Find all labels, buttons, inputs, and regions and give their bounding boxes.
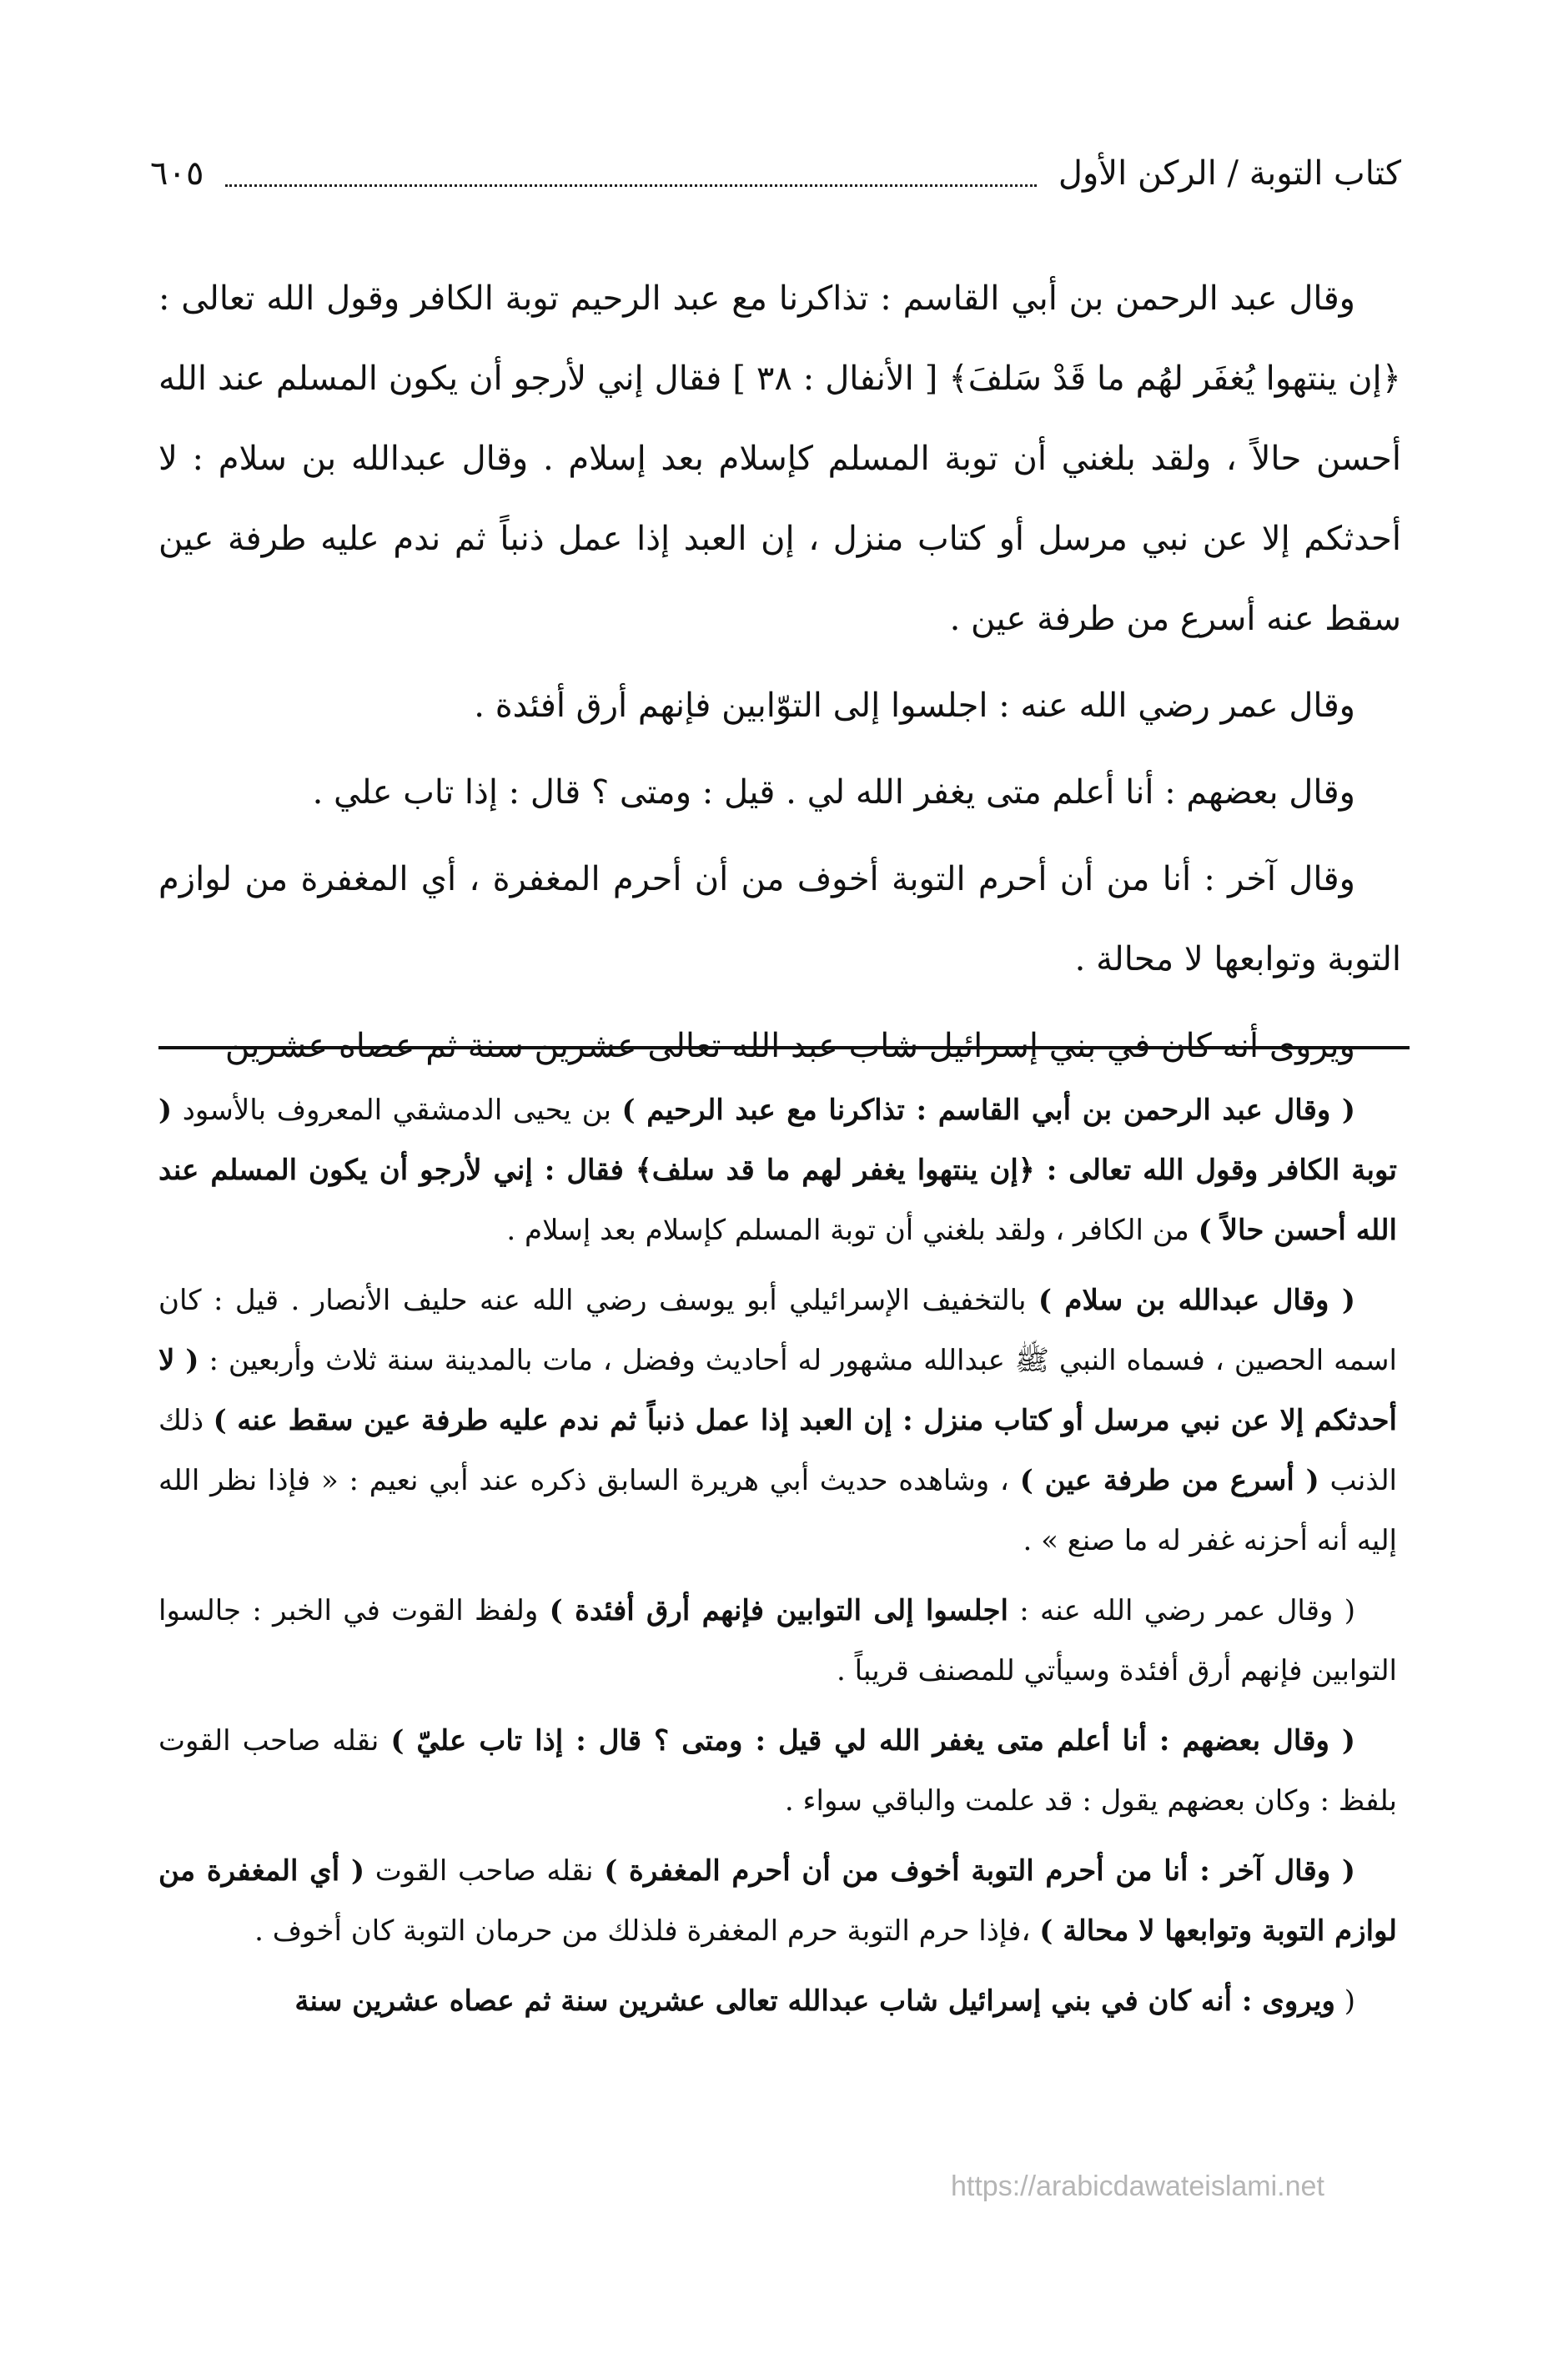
- running-title: كتاب التوبة / الركن الأول: [1058, 154, 1401, 193]
- quoted-text: ( وقال عبد الرحمن بن أبي القاسم : تذاكرنا مع عبد الرحيم ): [621, 1094, 1355, 1127]
- commentary-text: بالتخفيف الإسرائيلي أبو يوسف رضي الله عنه حليف الأنصار . قيل : كان اسمه الحصين ، فسماه النبي ﷺ عبدالله مشهور له أحاديث وفضل ، مات بالمدينة سنة ثلاث وأربعين :: [158, 1284, 1397, 1377]
- commentary-text: من الكافر ، ولقد بلغني أن توبة المسلم كإسلام بعد إسلام .: [506, 1214, 1199, 1247]
- quoted-text: ( وقال بعضهم : أنا أعلم متى يغفر الله لي قيل : ومتى ؟ قال : إذا تاب عليّ ): [390, 1724, 1356, 1758]
- commentary-text: ولفظ القوت في الخبر : جالسوا التوابين فإنهم أرق أفئدة وسيأتي للمصنف قريباً .: [158, 1594, 1397, 1687]
- main-paragraph: وقال بعضهم : أنا أعلم متى يغفر الله لي . قيل : ومتى ؟ قال : إذا تاب علي .: [312, 773, 1355, 812]
- commentary-paragraph: [158, 1581, 1397, 1701]
- quoted-text: اجلسوا إلى التوابين فإنهم أرق أفئدة ): [549, 1594, 1008, 1627]
- commentary-text: ذلك الذنب: [158, 1404, 1397, 1497]
- commentary-text: ( وقال عمر رضي الله عنه :: [1008, 1594, 1356, 1627]
- commentary-section: [158, 1080, 1397, 2041]
- commentary-text: بن يحيى الدمشقي المعروف بالأسود: [172, 1094, 622, 1127]
- quoted-text: ( توبة الكافر وقول الله تعالى : ﴿إن ينتهوا يغفر لهم ما قد سلف﴾ فقال : إني لأرجو أن يكون المسلم عند الله أحسن حالاً ): [158, 1094, 1397, 1247]
- commentary-text: ،فإذا حرم التوبة حرم المغفرة فلذلك من حرمان التوبة كان أخوف .: [254, 1914, 1040, 1948]
- commentary-text: نقله صاحب القوت بلفظ : وكان بعضهم يقول : قد علمت والباقي سواء .: [158, 1724, 1397, 1818]
- commentary-text: (: [1334, 1984, 1355, 2018]
- main-paragraph: وقال عبد الرحمن بن أبي القاسم : تذاكرنا مع عبد الرحيم توبة الكافر وقول الله تعالى : ﴿إن ينتهوا يُغفَر لهُم ما قَدْ سَلفَ﴾ [ الأنفال : ٣٨ ] فقال إني لأرجو أن يكون المسلم عند الله أحسن حالاً ، ولقد بلغني أن توبة المسلم كإسلام بعد إسلام . وقال عبدالله بن سلام : لا أحدثكم إلا عن نبي مرسل أو كتاب منزل ، إن العبد إذا عمل ذنباً ثم ندم عليه طرفة عين سقط عنه أسرع من طرفة عين .: [158, 279, 1401, 638]
- quoted-text: ( أي المغفرة من لوازم التوبة وتوابعها لا محالة ): [158, 1854, 1397, 1948]
- footnote-separator: [158, 1046, 1410, 1049]
- commentary-text: نقله صاحب القوت: [364, 1854, 605, 1888]
- watermark-url: https://arabicdawateislami.net: [951, 2170, 1324, 2202]
- quoted-text: ( لا أحدثكم إلا عن نبي مرسل أو كتاب منزل : إن العبد إذا عمل ذنباً ثم ندم عليه طرفة عين سقط عنه ): [158, 1344, 1397, 1437]
- commentary-paragraph: [158, 1270, 1397, 1571]
- commentary-paragraph: [158, 1841, 1397, 1961]
- quoted-text: ويروى : أنه كان في بني إسرائيل شاب عبدالله تعالى عشرين سنة ثم عصاه عشرين سنة: [294, 1984, 1335, 2018]
- main-paragraph: ويروى أنه كان في بني إسرائيل شاب عبد الله تعالى عشرين سنة ثم عصاه عشرين: [224, 1027, 1355, 1065]
- commentary-text: ، وشاهده حديث أبي هريرة السابق ذكره عند أبي نعيم : « فإذا نظر الله إليه أنه أحزنه غفر له ما صنع » .: [158, 1464, 1397, 1557]
- commentary-paragraph: [158, 1711, 1397, 1831]
- main-paragraph: وقال عمر رضي الله عنه : اجلسوا إلى التوّابين فإنهم أرق أفئدة .: [474, 687, 1355, 725]
- leader-dots: [225, 184, 1036, 187]
- commentary-paragraph: [158, 1080, 1397, 1260]
- quoted-text: ( أسرع من طرفة عين ): [1019, 1464, 1319, 1497]
- quoted-text: ( وقال عبدالله بن سلام ): [1038, 1284, 1355, 1317]
- running-header: [150, 148, 1401, 199]
- main-text: [158, 259, 1401, 1093]
- quoted-text: ( وقال آخر : أنا من أحرم التوبة أخوف من أن أحرم المغفرة ): [604, 1854, 1356, 1888]
- commentary-paragraph: [158, 1971, 1397, 2031]
- main-paragraph: وقال آخر : أنا من أن أحرم التوبة أخوف من أن أحرم المغفرة ، أي المغفرة من لوازم التوبة وتوابعها لا محالة .: [158, 860, 1401, 978]
- page-number: ٦٠٥: [150, 154, 204, 193]
